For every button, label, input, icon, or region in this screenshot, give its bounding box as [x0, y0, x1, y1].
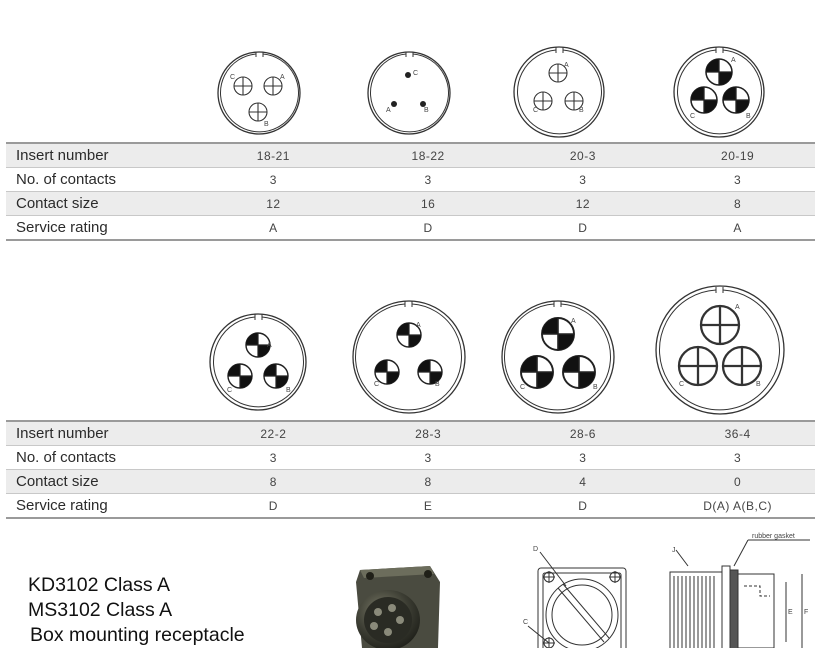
insert-face-20-3 — [514, 47, 604, 137]
dimension-label: F — [804, 609, 809, 616]
insert-number-cell: 22-2 — [196, 421, 351, 446]
table-row — [6, 143, 815, 168]
dimension-label: D — [533, 546, 539, 553]
contacts-cell: 3 — [506, 168, 661, 192]
contact-size-cell: 16 — [351, 192, 506, 216]
pin-label: B — [579, 107, 584, 114]
insert-face-18-21 — [218, 52, 300, 134]
pin-label: A — [731, 57, 736, 64]
row-label-insert-number: Insert number — [6, 143, 196, 168]
product-description: Box mounting receptacle — [30, 624, 245, 646]
pin-label: C — [230, 74, 236, 81]
insert-number-cell: 18-22 — [351, 143, 506, 168]
service-rating-cell: D — [351, 216, 506, 241]
pin-label: B — [424, 107, 429, 114]
pin-label: C — [533, 107, 539, 114]
dimension-label: E — [788, 609, 793, 616]
contact-size-cell: 12 — [196, 192, 351, 216]
service-rating-cell: D — [506, 494, 661, 519]
table-row — [6, 494, 815, 519]
service-rating-cell: A — [660, 216, 815, 241]
spec-table-1 — [6, 142, 815, 241]
pin-label: C — [227, 387, 233, 394]
contacts-cell: 3 — [660, 168, 815, 192]
pin-label: A — [735, 304, 740, 311]
row-label-contact-size: Contact size — [6, 470, 196, 494]
service-rating-cell: A — [196, 216, 351, 241]
insert-number-cell: 18-21 — [196, 143, 351, 168]
contact-size-cell: 4 — [506, 470, 661, 494]
contact-size-cell: 8 — [660, 192, 815, 216]
pin-label: B — [264, 121, 269, 128]
pin-label: B — [756, 381, 761, 388]
product-model-ms: MS3102 Class A — [28, 599, 173, 621]
insert-face-22-2 — [210, 314, 306, 410]
insert-face-28-6 — [502, 301, 614, 413]
table-row — [6, 216, 815, 241]
pin-label: A — [564, 62, 569, 69]
row-label-service-rating: Service rating — [6, 216, 196, 241]
pin-label: A — [267, 342, 272, 349]
table-row — [6, 192, 815, 216]
insert-face-28-3 — [353, 301, 465, 413]
row-label-contact-size: Contact size — [6, 192, 196, 216]
contacts-cell: 3 — [196, 446, 351, 470]
row-label-contacts: No. of contacts — [6, 446, 196, 470]
contact-size-cell: 0 — [660, 470, 815, 494]
service-rating-cell: D — [196, 494, 351, 519]
contacts-cell: 3 — [196, 168, 351, 192]
pin-label: A — [416, 322, 421, 329]
row-label-service-rating: Service rating — [6, 494, 196, 519]
service-rating-cell: E — [351, 494, 506, 519]
pin-label: C — [679, 381, 685, 388]
side-view-drawing — [670, 540, 810, 648]
pin-label: B — [286, 387, 291, 394]
spec-table-2 — [6, 420, 815, 519]
pin-label: C — [690, 113, 696, 120]
contact-size-cell: 8 — [351, 470, 506, 494]
pin-label: A — [571, 318, 576, 325]
pin-label: B — [593, 384, 598, 391]
rubber-gasket-label: rubber gasket — [752, 533, 795, 540]
row-label-insert-number: Insert number — [6, 421, 196, 446]
pin-label: C — [413, 70, 419, 77]
insert-face-36-4 — [656, 286, 784, 414]
product-model-kd: KD3102 Class A — [28, 574, 170, 596]
contacts-cell: 3 — [506, 446, 661, 470]
contact-size-cell: 12 — [506, 192, 661, 216]
table-row — [6, 446, 815, 470]
table-row — [6, 168, 815, 192]
contacts-cell: 3 — [351, 168, 506, 192]
pin-label: B — [435, 381, 440, 388]
service-rating-cell: D(A) A(B,C) — [660, 494, 815, 519]
service-rating-cell: D — [506, 216, 661, 241]
dimension-label: C — [523, 619, 529, 626]
row-label-contacts: No. of contacts — [6, 168, 196, 192]
pin-label: A — [280, 74, 285, 81]
pin-label: B — [746, 113, 751, 120]
dimension-drawings — [0, 530, 830, 648]
contacts-cell: 3 — [660, 446, 815, 470]
insert-number-cell: 20-19 — [660, 143, 815, 168]
insert-number-cell: 28-6 — [506, 421, 661, 446]
insert-number-cell: 36-4 — [660, 421, 815, 446]
insert-face-20-19 — [674, 47, 764, 137]
pin-label: A — [386, 107, 391, 114]
insert-number-cell: 28-3 — [351, 421, 506, 446]
pin-label: C — [374, 381, 380, 388]
contacts-cell: 3 — [351, 446, 506, 470]
front-view-drawing — [528, 552, 626, 648]
pin-label: C — [520, 384, 526, 391]
contact-size-cell: 8 — [196, 470, 351, 494]
insert-face-18-22 — [368, 52, 450, 134]
table-row — [6, 421, 815, 446]
dimension-label: J — [672, 547, 676, 554]
table-row — [6, 470, 815, 494]
insert-number-cell: 20-3 — [506, 143, 661, 168]
